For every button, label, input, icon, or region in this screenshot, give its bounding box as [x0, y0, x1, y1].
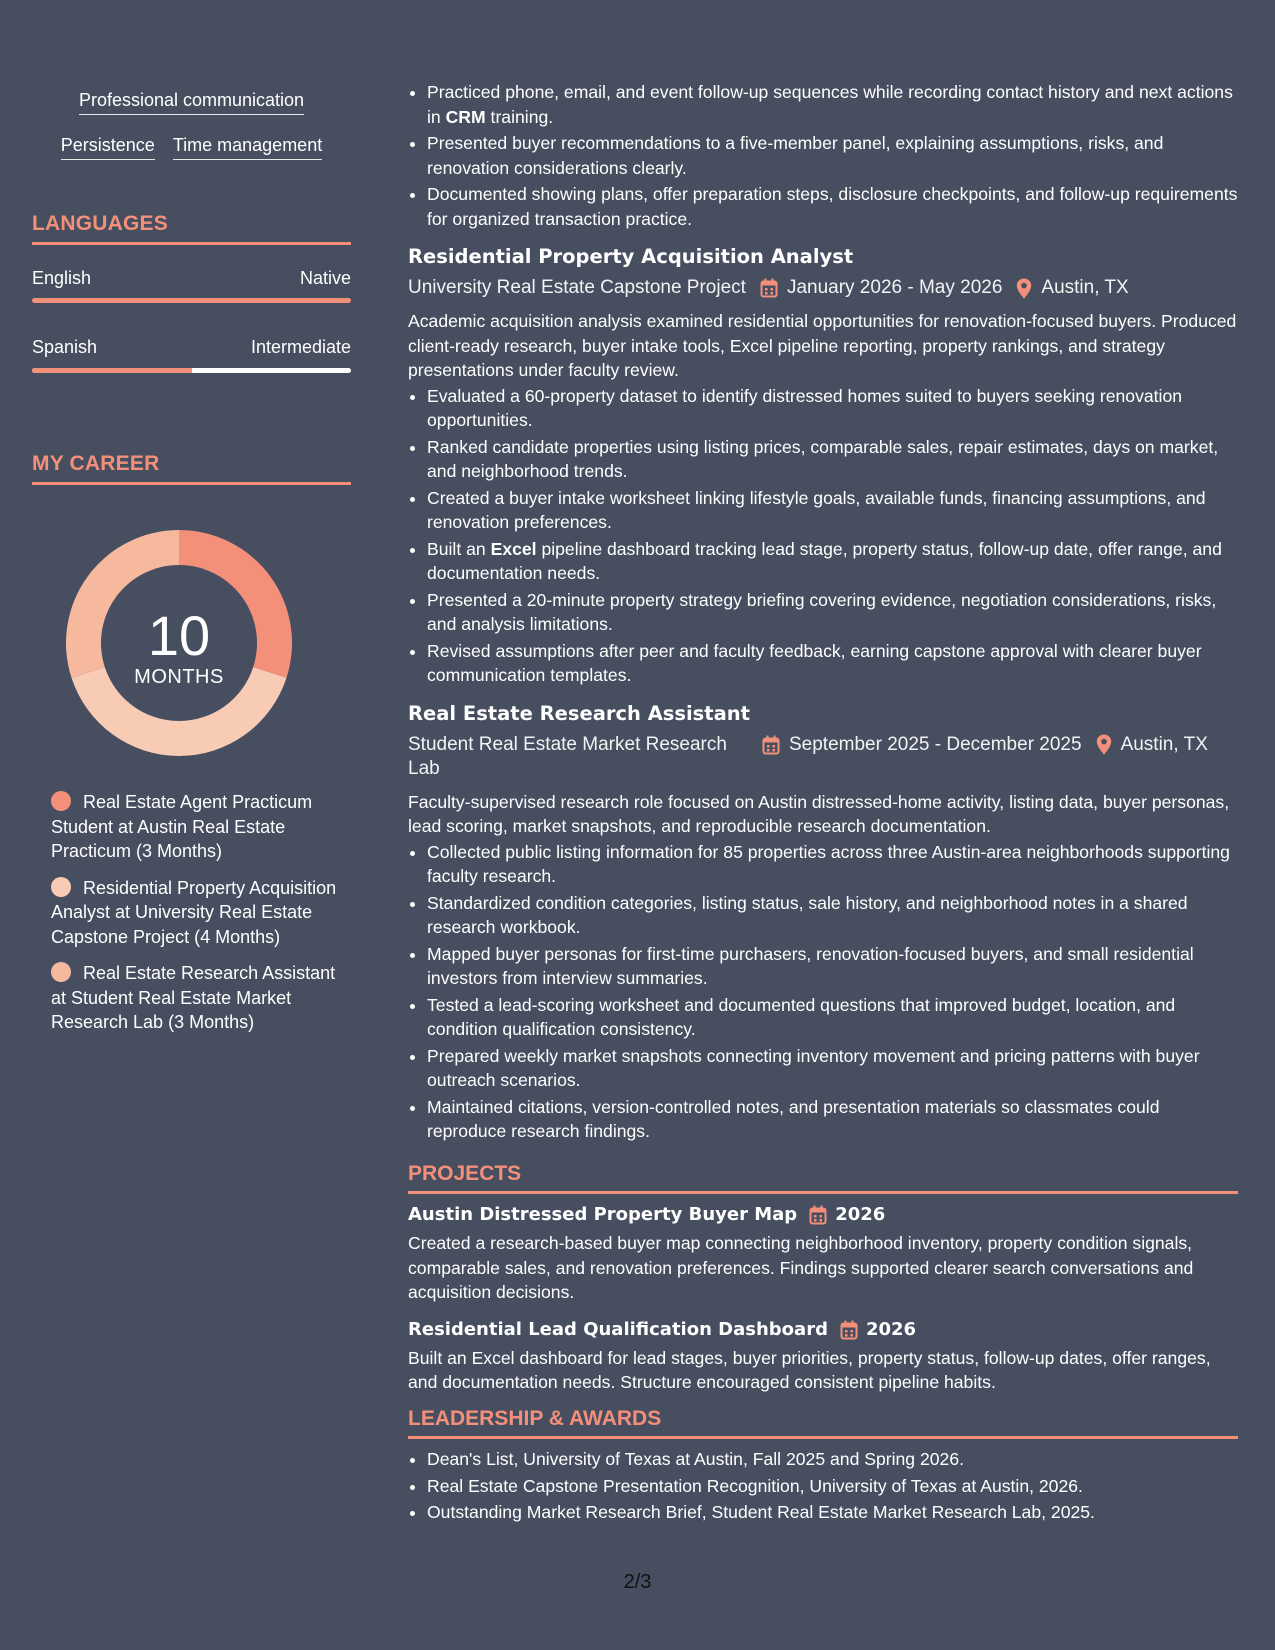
job-location	[1016, 276, 1128, 300]
job-meta	[408, 276, 1238, 300]
bullet-item: • Tested a lead-scoring worksheet and documented questions that improved budget, location, and condition qualification consistency.	[427, 993, 1238, 1042]
bullet-emphasis: Excel	[490, 538, 537, 559]
career-donut-chart	[66, 530, 292, 756]
job-title: Real Estate Research Assistant	[408, 701, 750, 725]
award-item: • Outstanding Market Research Brief, Student Real Estate Market Research Lab, 2025.	[427, 1500, 1238, 1525]
languages-heading: LANGUAGES	[32, 212, 351, 245]
job-location	[1096, 733, 1208, 757]
job-bullets	[408, 840, 1238, 1144]
project-entry	[408, 1317, 1238, 1395]
job-organization: University Real Estate Capstone Project	[408, 277, 746, 298]
bullet-item: • Evaluated a 60-property dataset to identify distressed homes suited to buyers seeking renovation opportunities.	[427, 384, 1238, 433]
language-level: Intermediate	[250, 337, 351, 357]
skill-tag: Persistence	[61, 134, 155, 160]
project-title-row	[408, 1317, 1238, 1343]
bullet-item: • Presented buyer recommendations to a five-member panel, explaining assumptions, risks, and renovation considerations clearly.	[427, 131, 1238, 180]
project-title: Austin Distressed Property Buyer Map	[408, 1204, 798, 1225]
job-entry	[408, 244, 1238, 688]
job-location-text: Austin, TX	[1120, 733, 1208, 755]
language-level: Native	[299, 268, 351, 288]
career-legend-dot	[51, 962, 71, 982]
job-location-text: Austin, TX	[1041, 277, 1129, 298]
bullet-item: • Documented showing plans, offer preparation steps, disclosure checkpoints, and follow-up requirements for organized transaction practice.	[427, 182, 1238, 231]
job-dates-text: January 2026 - May 2026	[786, 277, 1003, 298]
award-item: • Dean's List, University of Texas at Austin, Fall 2025 and Spring 2026.	[427, 1447, 1238, 1472]
career-legend-item	[51, 876, 341, 950]
language-proficiency-bar	[32, 368, 351, 373]
career-legend	[51, 790, 341, 1047]
language-proficiency-fill	[32, 368, 192, 373]
job-bullets	[408, 384, 1238, 688]
job-organization: Student Real Estate Market Research Lab	[408, 733, 727, 779]
language-proficiency-bar	[32, 298, 351, 303]
bullet-item: • Mapped buyer personas for first-time purchasers, renovation-focused buyers, and small residential investors from interview summaries.	[427, 942, 1238, 991]
calendar-icon	[762, 735, 780, 755]
language-row	[32, 268, 351, 289]
project-year: 2026	[835, 1204, 886, 1225]
project-description: Created a research-based buyer map connecting neighborhood inventory, property condition signals, comparable sales, and renovation preferences. Findings supported clearer search conversations and acquisition decisions.	[408, 1233, 1194, 1302]
calendar-icon	[760, 278, 778, 298]
job-dates	[760, 276, 1002, 300]
location-pin-icon	[1016, 278, 1032, 299]
language-proficiency-fill	[32, 298, 351, 303]
bullet-item: • Created a buyer intake worksheet linking lifestyle goals, available funds, financing assumptions, and renovation preferences.	[427, 486, 1238, 535]
calendar-icon	[809, 1205, 827, 1225]
right-column	[408, 80, 1238, 1527]
job-dates-text: September 2025 - December 2025	[789, 733, 1082, 755]
bullet-item: • Standardized condition categories, listing status, sale history, and neighborhood notes in a shared research workbook.	[427, 891, 1238, 940]
project-title: Residential Lead Qualification Dashboard	[408, 1318, 828, 1340]
career-legend-dot	[51, 877, 71, 897]
career-legend-label: Residential Property Acquisition Analyst at University Real Estate Capstone Project (4 Months)	[51, 877, 337, 947]
language-name: English	[32, 268, 92, 288]
bullet-item: • Collected public listing information for 85 properties across three Austin-area neighborhoods supporting faculty research.	[427, 840, 1238, 889]
skill-tag: Professional communication	[79, 89, 304, 115]
project-entry	[408, 1202, 1238, 1305]
job-description: Faculty-supervised research role focused on Austin distressed-home activity, listing data, buyer personas, lead scoring, market snapshots, and reproducible research documentation.	[408, 791, 1230, 836]
location-pin-icon	[1096, 734, 1112, 755]
job-description: Academic acquisition analysis examined residential opportunities for renovation-focused buyers. Produced client-ready research, buyer intake tools, Excel pipeline reporting, property rankings, and strategy presentations under faculty review.	[408, 311, 1237, 380]
career-legend-label: Real Estate Research Assistant at Student Real Estate Market Research Lab (3 Months)	[51, 963, 336, 1032]
bullet-item: • Ranked candidate properties using listing prices, comparable sales, repair estimates, days on market, and neighborhood trends.	[427, 435, 1238, 484]
bullet-item: • Built an Excel pipeline dashboard tracking lead stage, property status, follow-up date, offer range, and documentation needs.	[427, 537, 1238, 586]
bullet-item: • Revised assumptions after peer and faculty feedback, earning capstone approval with clearer buyer communication templates.	[427, 639, 1238, 688]
project-title-row	[408, 1202, 1238, 1228]
bullet-emphasis: CRM	[445, 106, 486, 127]
job-meta	[408, 733, 1238, 781]
language-name: Spanish	[32, 337, 98, 357]
career-legend-item	[51, 961, 341, 1035]
experience-continued-bullets	[408, 80, 1238, 231]
bullet-item: • Maintained citations, version-controlled notes, and presentation materials so classmates could reproduce research findings.	[427, 1095, 1238, 1144]
awards-heading: LEADERSHIP & AWARDS	[408, 1407, 1238, 1440]
bullet-item: • Prepared weekly market snapshots connecting inventory movement and pricing patterns with buyer outreach scenarios.	[427, 1044, 1238, 1093]
job-dates	[762, 733, 1082, 757]
skills-row-2	[32, 134, 351, 160]
bullet-item: • Presented a 20-minute property strategy briefing covering evidence, negotiation considerations, risks, and analysis limitations.	[427, 588, 1238, 637]
skills-row-1	[32, 89, 351, 115]
job-title: Residential Property Acquisition Analyst	[408, 245, 854, 268]
bullet-item: • Practiced phone, email, and event follow-up sequences while recording contact history and next actions in CRM training.	[427, 80, 1238, 129]
awards-list	[408, 1447, 1238, 1525]
page-number: 2/3	[623, 1571, 652, 1593]
career-legend-label: Real Estate Agent Practicum Student at Austin Real Estate Practicum (3 Months)	[51, 792, 313, 861]
skill-tag: Time management	[173, 134, 322, 160]
project-year: 2026	[865, 1318, 917, 1340]
career-heading: MY CAREER	[32, 452, 351, 485]
projects-heading: PROJECTS	[408, 1162, 1238, 1195]
calendar-icon	[840, 1320, 858, 1340]
career-legend-dot	[51, 791, 71, 811]
career-total-value: 10	[147, 604, 211, 667]
language-row	[32, 337, 351, 358]
project-description: Built an Excel dashboard for lead stages, buyer priorities, property status, follow-up dates, offer ranges, and documentation needs. Structure encouraged consistent pipeline habits.	[408, 1347, 1211, 1392]
award-item: • Real Estate Capstone Presentation Recognition, University of Texas at Austin, 2026.	[427, 1474, 1238, 1499]
career-legend-item	[51, 790, 341, 864]
career-total-unit: MONTHS	[134, 666, 224, 688]
job-entry	[408, 701, 1238, 1144]
